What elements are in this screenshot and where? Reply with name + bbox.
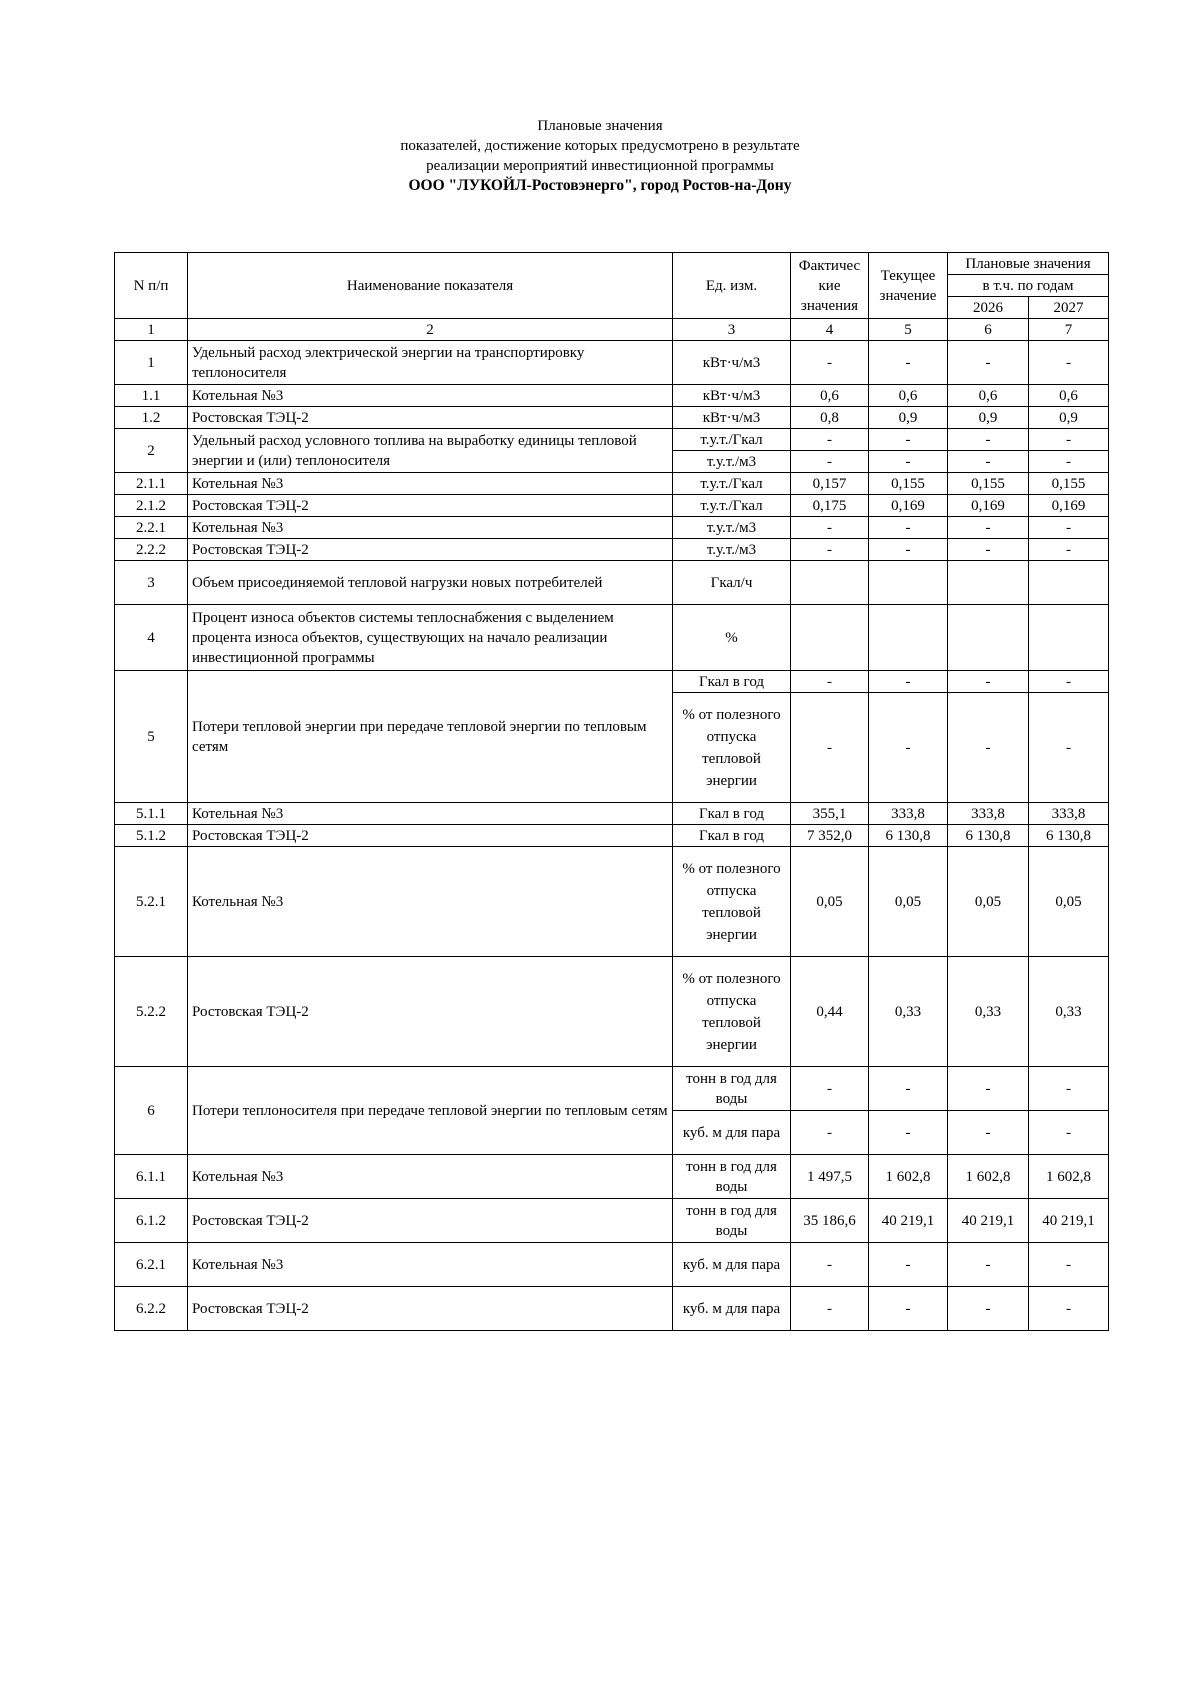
- row-number: 2.1.2: [115, 495, 188, 517]
- current-value: -: [869, 1243, 948, 1287]
- plan-2026-value: 0,155: [948, 473, 1029, 495]
- plan-2026-value: 0,169: [948, 495, 1029, 517]
- row-number: 3: [115, 561, 188, 605]
- row-number: 6.2.1: [115, 1243, 188, 1287]
- indicator-name: Потери тепловой энергии при передаче тепловой энергии по тепловым сетям: [188, 671, 673, 803]
- indicator-name: Котельная №3: [188, 473, 673, 495]
- indicators-table: [114, 252, 1109, 1331]
- unit-cell: тонн в год для воды: [673, 1155, 791, 1199]
- indicator-name: Ростовская ТЭЦ-2: [188, 1199, 673, 1243]
- actual-value: 0,6: [791, 385, 869, 407]
- unit-cell: тонн в год для воды: [673, 1199, 791, 1243]
- title-line-2: показателей, достижение которых предусмотрено в результате: [400, 138, 800, 154]
- plan-2026-value: 6 130,8: [948, 825, 1029, 847]
- current-value: 0,9: [869, 407, 948, 429]
- indicator-name: Котельная №3: [188, 847, 673, 957]
- column-number: 7: [1029, 319, 1109, 341]
- indicator-name: Ростовская ТЭЦ-2: [188, 825, 673, 847]
- row-number: 1: [115, 341, 188, 385]
- actual-value: 0,8: [791, 407, 869, 429]
- plan-2027-value: -: [1029, 1287, 1109, 1331]
- column-number: 3: [673, 319, 791, 341]
- current-value: 0,05: [869, 847, 948, 957]
- actual-value: 0,175: [791, 495, 869, 517]
- unit-cell: т.у.т./Гкал: [673, 473, 791, 495]
- indicator-name: Котельная №3: [188, 385, 673, 407]
- document-title: [0, 116, 1200, 196]
- plan-2027-value: 0,6: [1029, 385, 1109, 407]
- plan-2027-value: 0,9: [1029, 407, 1109, 429]
- actual-value: -: [791, 429, 869, 451]
- unit-cell: % от полезного отпуска тепловой энергии: [673, 693, 791, 803]
- plan-2026-value: -: [948, 341, 1029, 385]
- actual-value: -: [791, 451, 869, 473]
- current-value: 0,33: [869, 957, 948, 1067]
- plan-2026-value: [948, 561, 1029, 605]
- plan-2026-value: -: [948, 693, 1029, 803]
- row-number: 2.2.1: [115, 517, 188, 539]
- table-row: [115, 1155, 1109, 1199]
- current-value: -: [869, 1287, 948, 1331]
- table-row: [115, 341, 1109, 385]
- table-row: [115, 803, 1109, 825]
- actual-value: -: [791, 517, 869, 539]
- unit-cell: % от полезного отпуска тепловой энергии: [673, 847, 791, 957]
- plan-2026-value: -: [948, 451, 1029, 473]
- actual-value: -: [791, 1243, 869, 1287]
- plan-2027-value: -: [1029, 671, 1109, 693]
- indicator-name: Ростовская ТЭЦ-2: [188, 1287, 673, 1331]
- row-number: 5: [115, 671, 188, 803]
- current-value: 333,8: [869, 803, 948, 825]
- table-row: [115, 495, 1109, 517]
- plan-2027-value: 0,155: [1029, 473, 1109, 495]
- actual-value: -: [791, 341, 869, 385]
- plan-2026-value: -: [948, 517, 1029, 539]
- table-row: [115, 1287, 1109, 1331]
- row-number: 6: [115, 1067, 188, 1155]
- current-value: -: [869, 1111, 948, 1155]
- unit-cell: тонн в год для воды: [673, 1067, 791, 1111]
- unit-cell: кВт·ч/м3: [673, 407, 791, 429]
- column-number-row: [115, 319, 1109, 341]
- plan-2027-value: 0,33: [1029, 957, 1109, 1067]
- table-row: [115, 1199, 1109, 1243]
- row-number: 5.2.2: [115, 957, 188, 1067]
- plan-2027-value: [1029, 605, 1109, 671]
- plan-2027-value: 1 602,8: [1029, 1155, 1109, 1199]
- current-value: 6 130,8: [869, 825, 948, 847]
- row-number: 6.2.2: [115, 1287, 188, 1331]
- table-row: [115, 1067, 1109, 1111]
- plan-2026-value: -: [948, 671, 1029, 693]
- unit-cell: т.у.т./м3: [673, 451, 791, 473]
- actual-value: [791, 561, 869, 605]
- current-value: -: [869, 451, 948, 473]
- unit-cell: % от полезного отпуска тепловой энергии: [673, 957, 791, 1067]
- column-number: 1: [115, 319, 188, 341]
- unit-cell: кВт·ч/м3: [673, 341, 791, 385]
- table-row: [115, 957, 1109, 1067]
- actual-value: -: [791, 1111, 869, 1155]
- indicator-name: Ростовская ТЭЦ-2: [188, 495, 673, 517]
- table-row: [115, 1243, 1109, 1287]
- header-name: Наименование показателя: [188, 253, 673, 319]
- plan-2026-value: -: [948, 1067, 1029, 1111]
- unit-cell: т.у.т./Гкал: [673, 429, 791, 451]
- indicator-name: Котельная №3: [188, 803, 673, 825]
- indicator-name: Ростовская ТЭЦ-2: [188, 407, 673, 429]
- header-num: N п/п: [115, 253, 188, 319]
- plan-2027-value: 6 130,8: [1029, 825, 1109, 847]
- plan-2026-value: 333,8: [948, 803, 1029, 825]
- plan-2026-value: 0,05: [948, 847, 1029, 957]
- actual-value: 1 497,5: [791, 1155, 869, 1199]
- plan-2027-value: [1029, 561, 1109, 605]
- plan-2027-value: -: [1029, 1243, 1109, 1287]
- column-number: 6: [948, 319, 1029, 341]
- current-value: 40 219,1: [869, 1199, 948, 1243]
- current-value: [869, 605, 948, 671]
- indicator-name: Ростовская ТЭЦ-2: [188, 539, 673, 561]
- row-number: 5.1.1: [115, 803, 188, 825]
- indicator-name: Удельный расход электрической энергии на транспортировку теплоносителя: [188, 341, 673, 385]
- indicator-name: Процент износа объектов системы теплоснабжения с выделением процента износа объектов, существующих на начало реализации инвестиционной программы: [188, 605, 673, 671]
- table-row: [115, 671, 1109, 693]
- plan-2027-value: -: [1029, 693, 1109, 803]
- header-year-2027: 2027: [1029, 297, 1109, 319]
- actual-value: -: [791, 671, 869, 693]
- column-number: 5: [869, 319, 948, 341]
- unit-cell: Гкал в год: [673, 825, 791, 847]
- current-value: -: [869, 1067, 948, 1111]
- table-row: [115, 517, 1109, 539]
- plan-2026-value: 1 602,8: [948, 1155, 1029, 1199]
- plan-2027-value: -: [1029, 451, 1109, 473]
- title-organization: ООО "ЛУКОЙЛ-Ростовэнерго", город Ростов-на-Дону: [408, 177, 792, 194]
- actual-value: 0,157: [791, 473, 869, 495]
- row-number: 1.2: [115, 407, 188, 429]
- unit-cell: Гкал в год: [673, 803, 791, 825]
- actual-value: 7 352,0: [791, 825, 869, 847]
- plan-2026-value: [948, 605, 1029, 671]
- plan-2026-value: -: [948, 539, 1029, 561]
- plan-2026-value: -: [948, 1111, 1029, 1155]
- plan-2027-value: -: [1029, 341, 1109, 385]
- current-value: 0,155: [869, 473, 948, 495]
- actual-value: 0,44: [791, 957, 869, 1067]
- header-actual: Фактичес кие значения: [791, 253, 869, 319]
- plan-2027-value: 0,05: [1029, 847, 1109, 957]
- current-value: 0,6: [869, 385, 948, 407]
- table-row: [115, 429, 1109, 451]
- column-number: 4: [791, 319, 869, 341]
- plan-2027-value: 333,8: [1029, 803, 1109, 825]
- column-number: 2: [188, 319, 673, 341]
- plan-2027-value: -: [1029, 429, 1109, 451]
- unit-cell: т.у.т./Гкал: [673, 495, 791, 517]
- table-row: [115, 605, 1109, 671]
- current-value: -: [869, 341, 948, 385]
- row-number: 5.2.1: [115, 847, 188, 957]
- table-row: [115, 825, 1109, 847]
- actual-value: 0,05: [791, 847, 869, 957]
- indicator-name: Удельный расход условного топлива на выработку единицы тепловой энергии и (или) теплоносителя: [188, 429, 673, 473]
- table-row: [115, 561, 1109, 605]
- current-value: -: [869, 517, 948, 539]
- unit-cell: Гкал в год: [673, 671, 791, 693]
- unit-cell: т.у.т./м3: [673, 517, 791, 539]
- indicator-name: Потери теплоносителя при передаче тепловой энергии по тепловым сетям: [188, 1067, 673, 1155]
- current-value: -: [869, 671, 948, 693]
- current-value: -: [869, 693, 948, 803]
- row-number: 5.1.2: [115, 825, 188, 847]
- row-number: 4: [115, 605, 188, 671]
- unit-cell: куб. м для пара: [673, 1111, 791, 1155]
- table-row: [115, 407, 1109, 429]
- header-current: Текущее значение: [869, 253, 948, 319]
- plan-2026-value: 40 219,1: [948, 1199, 1029, 1243]
- plan-2027-value: -: [1029, 539, 1109, 561]
- indicator-name: Ростовская ТЭЦ-2: [188, 957, 673, 1067]
- plan-2027-value: -: [1029, 1111, 1109, 1155]
- row-number: 6.1.1: [115, 1155, 188, 1199]
- indicator-name: Котельная №3: [188, 1155, 673, 1199]
- unit-cell: т.у.т./м3: [673, 539, 791, 561]
- table-row: [115, 473, 1109, 495]
- indicator-name: Объем присоединяемой тепловой нагрузки новых потребителей: [188, 561, 673, 605]
- row-number: 2: [115, 429, 188, 473]
- plan-2026-value: 0,6: [948, 385, 1029, 407]
- unit-cell: куб. м для пара: [673, 1287, 791, 1331]
- row-number: 2.2.2: [115, 539, 188, 561]
- actual-value: -: [791, 1067, 869, 1111]
- actual-value: [791, 605, 869, 671]
- title-line-3: реализации мероприятий инвестиционной программы: [426, 158, 774, 174]
- actual-value: -: [791, 539, 869, 561]
- plan-2026-value: -: [948, 1287, 1029, 1331]
- row-number: 6.1.2: [115, 1199, 188, 1243]
- header-year-2026: 2026: [948, 297, 1029, 319]
- unit-cell: Гкал/ч: [673, 561, 791, 605]
- plan-2026-value: -: [948, 429, 1029, 451]
- actual-value: 355,1: [791, 803, 869, 825]
- plan-2026-value: 0,9: [948, 407, 1029, 429]
- current-value: [869, 561, 948, 605]
- actual-value: -: [791, 693, 869, 803]
- unit-cell: куб. м для пара: [673, 1243, 791, 1287]
- header-row: [115, 253, 1109, 275]
- current-value: 1 602,8: [869, 1155, 948, 1199]
- table-row: [115, 385, 1109, 407]
- current-value: 0,169: [869, 495, 948, 517]
- plan-2026-value: -: [948, 1243, 1029, 1287]
- indicator-name: Котельная №3: [188, 517, 673, 539]
- header-unit: Ед. изм.: [673, 253, 791, 319]
- current-value: -: [869, 539, 948, 561]
- indicator-name: Котельная №3: [188, 1243, 673, 1287]
- unit-cell: кВт·ч/м3: [673, 385, 791, 407]
- table-row: [115, 539, 1109, 561]
- plan-2027-value: 0,169: [1029, 495, 1109, 517]
- row-number: 1.1: [115, 385, 188, 407]
- plan-2027-value: 40 219,1: [1029, 1199, 1109, 1243]
- header-by-years: в т.ч. по годам: [948, 275, 1109, 297]
- actual-value: -: [791, 1287, 869, 1331]
- actual-value: 35 186,6: [791, 1199, 869, 1243]
- unit-cell: %: [673, 605, 791, 671]
- current-value: -: [869, 429, 948, 451]
- table-row: [115, 847, 1109, 957]
- plan-2027-value: -: [1029, 517, 1109, 539]
- plan-2027-value: -: [1029, 1067, 1109, 1111]
- row-number: 2.1.1: [115, 473, 188, 495]
- title-line-1: Плановые значения: [537, 118, 663, 134]
- header-plan: Плановые значения: [948, 253, 1109, 275]
- plan-2026-value: 0,33: [948, 957, 1029, 1067]
